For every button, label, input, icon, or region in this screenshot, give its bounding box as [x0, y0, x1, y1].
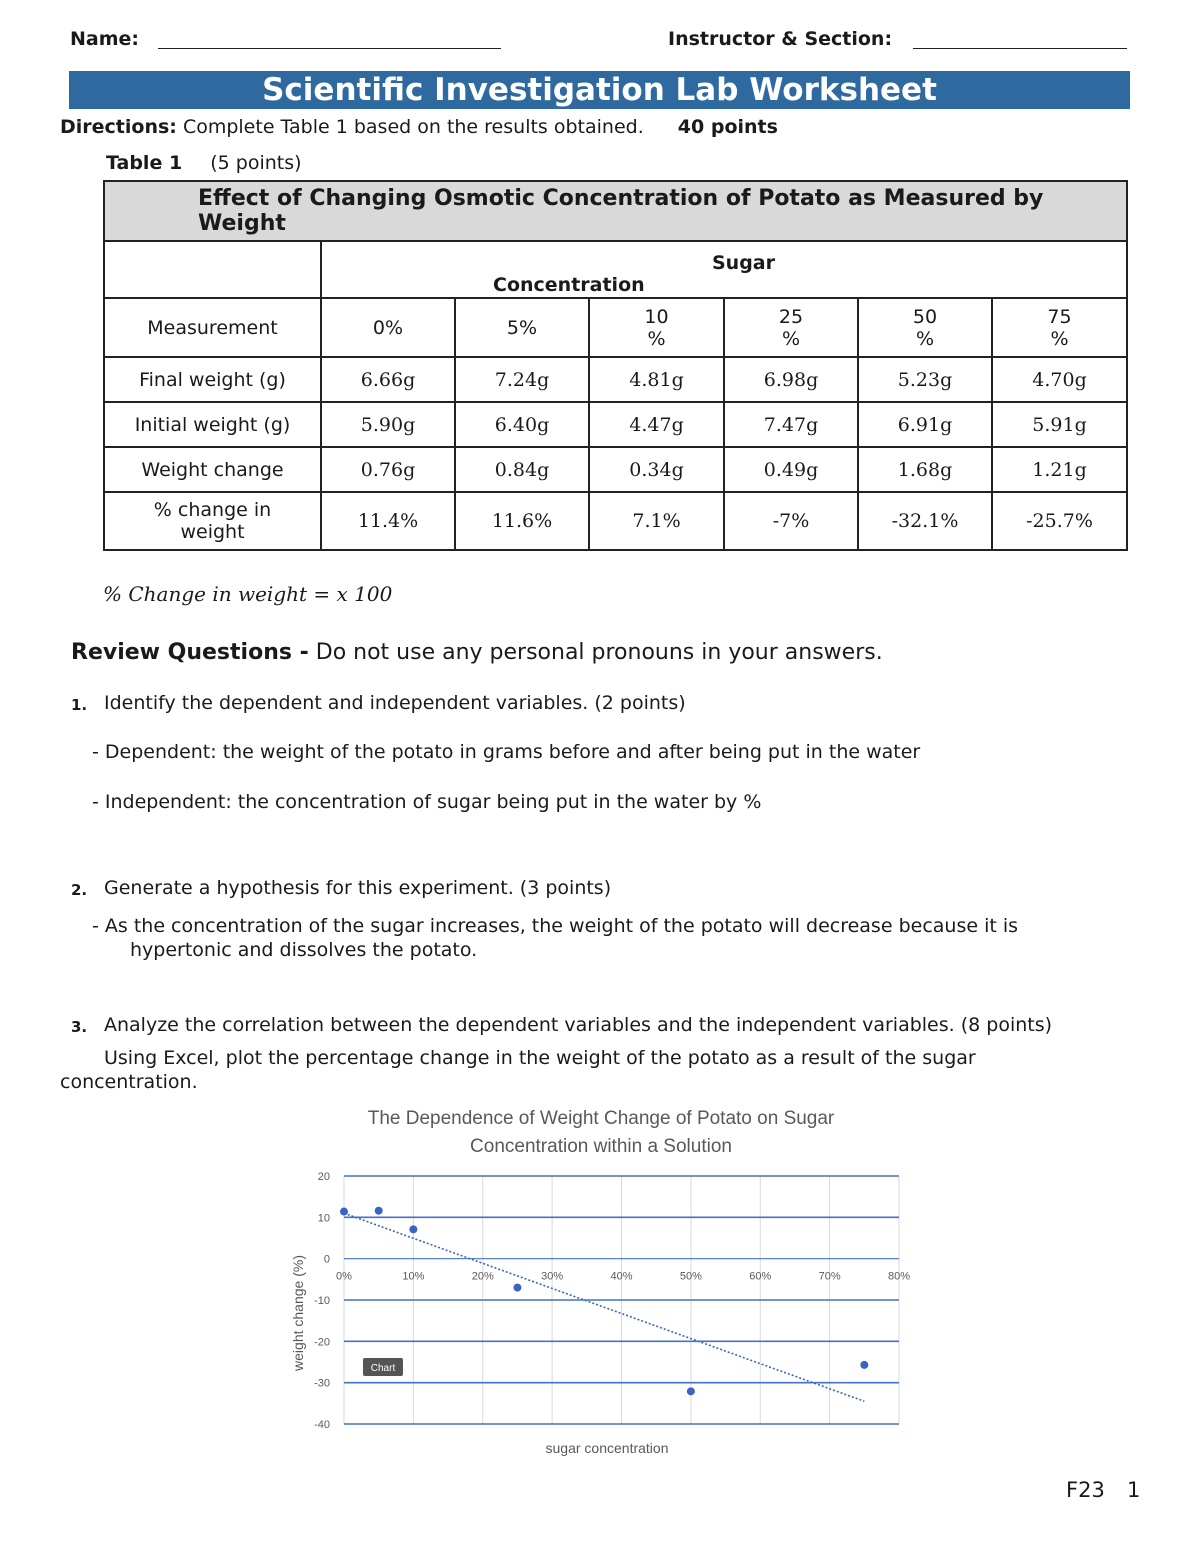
table-cell: 0.76g — [321, 447, 455, 492]
y-tick-label: 0 — [323, 1253, 330, 1266]
conc-0 — [321, 298, 455, 357]
y-tick-label: -20 — [314, 1336, 330, 1349]
table-cell: 1.68g — [858, 447, 992, 492]
conc-label: 5% — [506, 316, 538, 339]
table-cell: 11.6% — [455, 492, 589, 550]
x-tick-label: 10% — [402, 1270, 425, 1283]
question-number: 1. — [71, 696, 88, 714]
data-point — [375, 1207, 383, 1215]
chart-badge[interactable] — [363, 1358, 403, 1376]
table-caption-label: Table 1 — [106, 152, 183, 174]
table-cell: 1.21g — [992, 447, 1127, 492]
chart-title: The Dependence of Weight Change of Potato on Sugar — [367, 1108, 835, 1129]
conc-label: 50 % — [912, 305, 938, 350]
y-tick-label: -40 — [314, 1419, 330, 1431]
table-caption-points: (5 points) — [210, 152, 302, 174]
answer-text[interactable]: hypertonic and dissolves the potato. — [130, 939, 478, 961]
concentration-label: Concentration — [493, 274, 645, 296]
table-cell: 0.84g — [455, 447, 589, 492]
directions-text: Complete Table 1 based on the results obtained. — [182, 116, 644, 138]
question-text: Generate a hypothesis for this experiment. (3 points) — [104, 877, 612, 899]
chart-badge-label: Chart — [370, 1363, 396, 1374]
conc-50 — [858, 298, 992, 357]
answer-text[interactable]: - Independent: the concentration of sugar being put in the water by % — [92, 791, 762, 813]
conc-5 — [455, 298, 589, 357]
x-tick-label: 50% — [679, 1270, 702, 1283]
conc-25 — [724, 298, 858, 357]
x-tick-label: 60% — [749, 1270, 772, 1283]
table-cell: 6.98g — [724, 357, 858, 402]
review-heading — [71, 640, 883, 665]
directions-label: Directions: — [60, 116, 177, 138]
y-tick-label: 10 — [317, 1212, 330, 1225]
data-point — [860, 1361, 868, 1369]
page-code: F23 — [1066, 1478, 1105, 1502]
question-text: Analyze the correlation between the dependent variables and the independent variables. (8 points) — [104, 1014, 1053, 1036]
results-table — [103, 180, 1128, 551]
directions — [60, 116, 778, 138]
empty-header-cell — [104, 241, 321, 298]
table-cell: 4.70g — [992, 357, 1127, 402]
table-cell: 7.24g — [455, 357, 589, 402]
question-subtext: Using Excel, plot the percentage change in the weight of the potato as a result of the sugar — [104, 1047, 976, 1069]
table-row — [104, 492, 1127, 550]
row-label: Weight change — [104, 447, 321, 492]
table-cell: 4.81g — [589, 357, 724, 402]
table-cell: 6.91g — [858, 402, 992, 447]
instructor-label: Instructor & Section: — [668, 28, 893, 50]
table-title: Effect of Changing Osmotic Concentration of Potato as Measured by Weight — [104, 181, 1127, 241]
table-cell: 0.34g — [589, 447, 724, 492]
table-cell: 11.4% — [321, 492, 455, 550]
table-cell: 5.91g — [992, 402, 1127, 447]
chart-title: Concentration within a Solution — [470, 1136, 732, 1157]
table-caption — [106, 152, 302, 174]
measurement-header: Measurement — [104, 298, 321, 357]
table-cell: -25.7% — [992, 492, 1127, 550]
table-cell: 0.49g — [724, 447, 858, 492]
table-row — [104, 402, 1127, 447]
x-tick-label: 0% — [336, 1270, 352, 1283]
page-number: 1 — [1127, 1478, 1141, 1502]
trendline — [344, 1213, 864, 1401]
row-label: Initial weight (g) — [104, 402, 321, 447]
table-cell: 6.66g — [321, 357, 455, 402]
concentration-header — [321, 241, 1127, 298]
question-number: 3. — [71, 1018, 88, 1036]
worksheet-title: Scientific Investigation Lab Worksheet — [69, 71, 1130, 109]
data-point — [340, 1208, 348, 1216]
answer-text[interactable]: - Dependent: the weight of the potato in grams before and after being put in the water — [92, 741, 921, 763]
data-point — [513, 1284, 521, 1292]
directions-points: 40 points — [677, 116, 778, 138]
table-cell: -7% — [724, 492, 858, 550]
data-point — [409, 1225, 417, 1233]
sugar-label: Sugar — [712, 252, 776, 274]
review-instruction: Do not use any personal pronouns in your answers. — [315, 640, 883, 665]
x-tick-label: 70% — [818, 1270, 841, 1283]
conc-label: 10 % — [644, 305, 669, 350]
conc-75 — [992, 298, 1127, 357]
conc-label: 75 % — [1047, 305, 1072, 350]
table-cell: 7.47g — [724, 402, 858, 447]
table-cell: 7.1% — [589, 492, 724, 550]
conc-10 — [589, 298, 724, 357]
table-cell: 4.47g — [589, 402, 724, 447]
row-label: % change in weight — [104, 492, 321, 550]
table-row — [104, 357, 1127, 402]
data-point — [687, 1387, 695, 1395]
y-axis-label: weight change (%) — [290, 1255, 306, 1371]
table-cell: 6.40g — [455, 402, 589, 447]
name-line[interactable] — [158, 48, 501, 49]
x-axis-label: sugar concentration — [545, 1440, 669, 1456]
x-tick-label: 40% — [610, 1270, 633, 1283]
question-subtext: concentration. — [60, 1071, 198, 1093]
name-label: Name: — [70, 28, 140, 50]
question-number: 2. — [71, 881, 88, 899]
x-tick-label: 80% — [887, 1270, 911, 1283]
question-text: Identify the dependent and independent variables. (2 points) — [104, 692, 686, 714]
conc-label: 0% — [372, 316, 404, 339]
y-tick-label: 20 — [317, 1171, 330, 1183]
answer-text[interactable]: - As the concentration of the sugar increases, the weight of the potato will decrease because it is — [92, 915, 1019, 937]
y-tick-label: -30 — [314, 1377, 330, 1390]
conc-label: 25 % — [778, 305, 804, 350]
review-title: Review Questions - — [71, 640, 309, 665]
scatter-chart — [270, 1095, 930, 1465]
table-cell: 5.90g — [321, 402, 455, 447]
row-label: Final weight (g) — [104, 357, 321, 402]
table-cell: -32.1% — [858, 492, 992, 550]
x-tick-label: 30% — [541, 1270, 564, 1283]
formula: % Change in weight = x 100 — [103, 582, 393, 606]
table-row — [104, 447, 1127, 492]
y-tick-label: -10 — [314, 1295, 330, 1307]
instructor-line[interactable] — [913, 48, 1127, 49]
x-tick-label: 20% — [471, 1270, 494, 1283]
table-cell: 5.23g — [858, 357, 992, 402]
